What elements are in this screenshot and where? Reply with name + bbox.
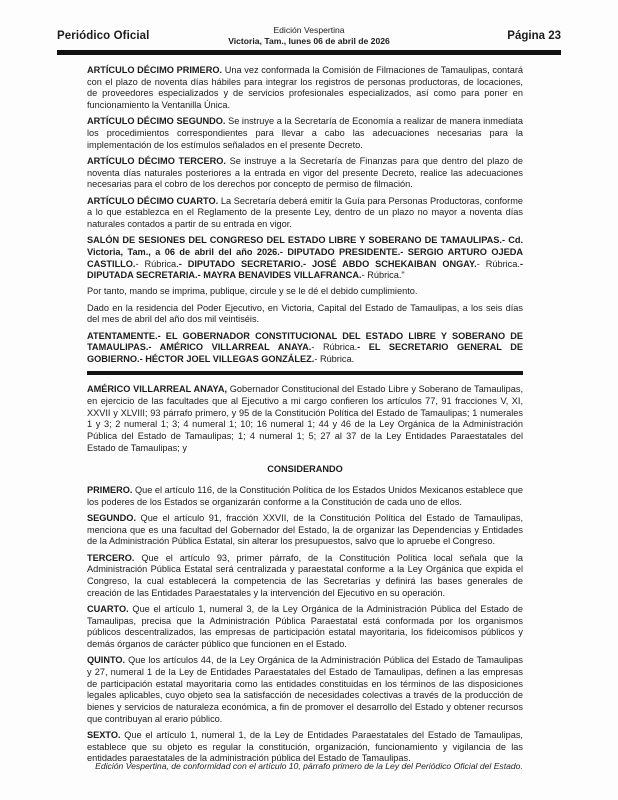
paragraph <box>87 286 523 298</box>
paragraph-text: Una vez conformada la Comisión de Filmaciones de Tamaulipas, contará con el plazo de noventa días hábiles para integrar los registros de personas productoras, de locaciones, de proveedores especializados y de servicios profesionales especializados, así como para poner en funcionamiento la Ventanilla Única. <box>87 65 523 111</box>
page-number: Página 23 <box>507 30 561 42</box>
page-footer-note: Edición Vespertina, de conformidad con el artículo 10, párrafo primero de la Ley del Periódico Oficial del Estado. <box>95 761 523 771</box>
paragraph-text: Que los artículos 44, de la Ley Orgánica de la Administración Pública del Estado de Tamaulipas y 27, numeral 1 de la Ley de Entidades Paraestatales del Estado de Tamaulipas, definen a las empresas de participación estatal mayoritaria como las entidades constituidas en los términos de las disposiciones legales aplicables, cuyo objeto sea la satisfacción de necesidades colectivas a través de la producción de bienes y servicios de naturaleza económica, a fin de promover el desarrollo del Estado y obtener recursos que contribuyan al erario público. <box>87 655 523 724</box>
paragraph-bold-text: SEGUNDO. <box>87 513 141 523</box>
paragraph-bold-text: AMÉRICO VILLARREAL ANAYA, <box>87 384 228 395</box>
paragraph-text: Que el artículo 1, numeral 1, de la Ley de Entidades Paraestatales del Estado de Tamaulipas, establece que su objeto es regular la constitución, organización, funcionamiento y vigilancia de las entidades paraestatales de la administración pública del Estado de Tamaulipas. <box>87 729 523 764</box>
considerando-heading: CONSIDERANDO <box>267 464 343 475</box>
paragraph-bold-text: - DIPUTADO SECRETARIO.- JOSÉ ABDO SCHEKAIBAN ONGAY. <box>178 258 477 269</box>
paragraph <box>87 303 523 326</box>
paragraph <box>87 730 523 765</box>
paragraph <box>87 116 523 151</box>
paragraph-bold-text: - EL SECRETARIO GENERAL DE GOBIERNO.- HÉCTOR JOEL VILLEGAS GONZÁLEZ. <box>87 342 523 364</box>
paragraph-bold-text: ATENTAMENTE.- EL GOBERNADOR CONSTITUCIONAL DEL ESTADO LIBRE Y SOBERANO DE TAMAULIPAS.- AMÉRICO VILLARREAL ANAYA. <box>87 330 523 353</box>
paragraph-bold-text: CUARTO. <box>87 603 133 614</box>
paragraph-bold-text: - DIPUTADA SECRETARIA.- MAYRA BENAVIDES VILLAFRANCA. <box>87 258 523 281</box>
place-date-line: Victoria, Tam., lunes 06 de abril de 2026 <box>228 36 390 46</box>
paragraph-bold-text: ARTÍCULO DÉCIMO PRIMERO. <box>87 65 225 75</box>
paragraph <box>87 604 523 651</box>
paragraph <box>87 485 523 508</box>
paragraph-text: Gobernador Constitucional del Estado Libre y Soberano de Tamaulipas, en ejercicio de las facultades que al Ejecutivo a mi cargo confieren los artículos 77, 91 fracciones V, XI, XXVII y XLVIII; 93 párrafo primero, y 95 de la Constitución Política del Estado de Tamaulipas; 1 numerales 1 y 3; 2 numeral 1; 3; 4 numeral 1; 10; 16 numeral 1; 44 y 46 de la Ley Orgánica de la Administración Pública del Estado de Tamaulipas; 1; 4 numeral 1; 5; 27 al 37 de la Ley Entidades Paraestatales del Estado de Tamaulipas; y <box>87 384 523 453</box>
paragraph-text: Se instruye a la Secretaría de Economía a realizar de manera inmediata los procedimientos correspondientes para llevar a cabo las adecuaciones necesarias para la implementación de los estímulos señalados en el presente Decreto. <box>87 116 523 150</box>
paragraph-bold-text: TERCERO. <box>87 552 142 563</box>
paragraph-bold-text: SEXTO. <box>87 729 125 740</box>
publication-title: Periódico Oficial <box>57 30 150 42</box>
paragraph-bold-text: PRIMERO. <box>87 485 135 496</box>
paragraph-text: Dado en la residencia del Poder Ejecutivo, en Victoria, Capital del Estado de Tamaulipas, a los seis días del mes de abril del año dos mil veintiséis. <box>87 302 523 325</box>
paragraph-text: Que el artículo 93, primer párrafo, de la Constitución Política local señala que la Administración Pública Estatal será centralizada y paraestatal conforme a la Ley Orgánica que expida el Congreso, la cual establecerá la competencia de las Secretarías y definirá las bases generales de creación de las Entidades Paraestatales y la intervención del Ejecutivo en su operación. <box>87 552 523 598</box>
page-header <box>57 25 561 47</box>
document-body <box>87 65 523 770</box>
paragraph-text: - Rúbrica. <box>311 342 358 353</box>
paragraph-bold-text: QUINTO. <box>87 655 129 666</box>
paragraph-text: - Rúbrica. <box>135 258 179 269</box>
paragraph <box>87 196 523 231</box>
paragraph-bold-text: ARTÍCULO DÉCIMO SEGUNDO. <box>87 116 229 127</box>
paragraph <box>87 235 523 282</box>
paragraph <box>87 331 523 366</box>
edition-block <box>207 25 411 47</box>
paragraph <box>87 65 523 112</box>
paragraph-bold-text: ARTÍCULO DÉCIMO CUARTO. <box>87 195 221 206</box>
paragraph-text: - Rúbrica." <box>361 270 405 281</box>
paragraph <box>87 384 523 454</box>
header-rule <box>57 50 561 55</box>
section-divider-rule <box>87 371 523 376</box>
paragraph-text: - Rúbrica. <box>314 353 355 364</box>
paragraph <box>87 513 523 548</box>
paragraph-text: - Rúbrica. <box>476 258 520 269</box>
paragraph-text: Que el artículo 91, fracción XXVII, de la Constitución Política del Estado de Tamaulipas, menciona que es una facultad del Gobernador del Estado, la de organizar las Dependencias y Entidades de la Administración Pública Estatal, sin alterar los presupuestos, salvo que lo apruebe el Congreso. <box>87 513 524 547</box>
paragraph-text: Que el artículo 1, numeral 3, de la Ley Orgánica de la Administración Pública del Estado de Tamaulipas, precisa que la Administración Pública Paraestatal está conformada por los organismos públicos descentralizados, las empresas de participación estatal mayoritaria, los fideicomisos públicos y demás órganos de carácter público que funcionen en el Estado. <box>87 603 523 650</box>
edition-name: Edición Vespertina <box>273 25 345 35</box>
paragraph-bold-text: SALÓN DE SESIONES DEL CONGRESO DEL ESTADO LIBRE Y SOBERANO DE TAMAULIPAS.- Cd. Victoria, Tam., a 06 de abril del año 2026.- DIPUTADO PRESIDENTE.- SERGIO ARTURO OJEDA CASTILLO. <box>87 235 523 269</box>
paragraph-text: La Secretaría deberá emitir la Guía para Personas Productoras, conforme a lo que establezca en el Reglamento de la presente Ley, dentro de un plazo no mayor a noventa días naturales contados a partir de su entrada en vigor. <box>87 195 523 229</box>
paragraph <box>87 655 523 725</box>
paragraph-text: Que el artículo 116, de la Constitución Política de los Estados Unidos Mexicanos establece que los poderes de los Estados se organizarán conforme a la Constitución de cada uno de ellos. <box>87 485 523 507</box>
paragraph-bold-text: ARTÍCULO DÉCIMO TERCERO. <box>87 155 230 166</box>
paragraph <box>87 156 523 191</box>
paragraph-text: Por tanto, mando se imprima, publique, circule y se le dé el debido cumplimiento. <box>87 286 418 297</box>
paragraph <box>87 553 523 600</box>
paragraph-text: Se instruye a la Secretaría de Finanzas para que dentro del plazo de noventa días naturales posteriores a la entrada en vigor del presente Decreto, realice las adecuaciones necesarias para el cobro de los derechos por concepto de permiso de filmación. <box>87 155 523 190</box>
